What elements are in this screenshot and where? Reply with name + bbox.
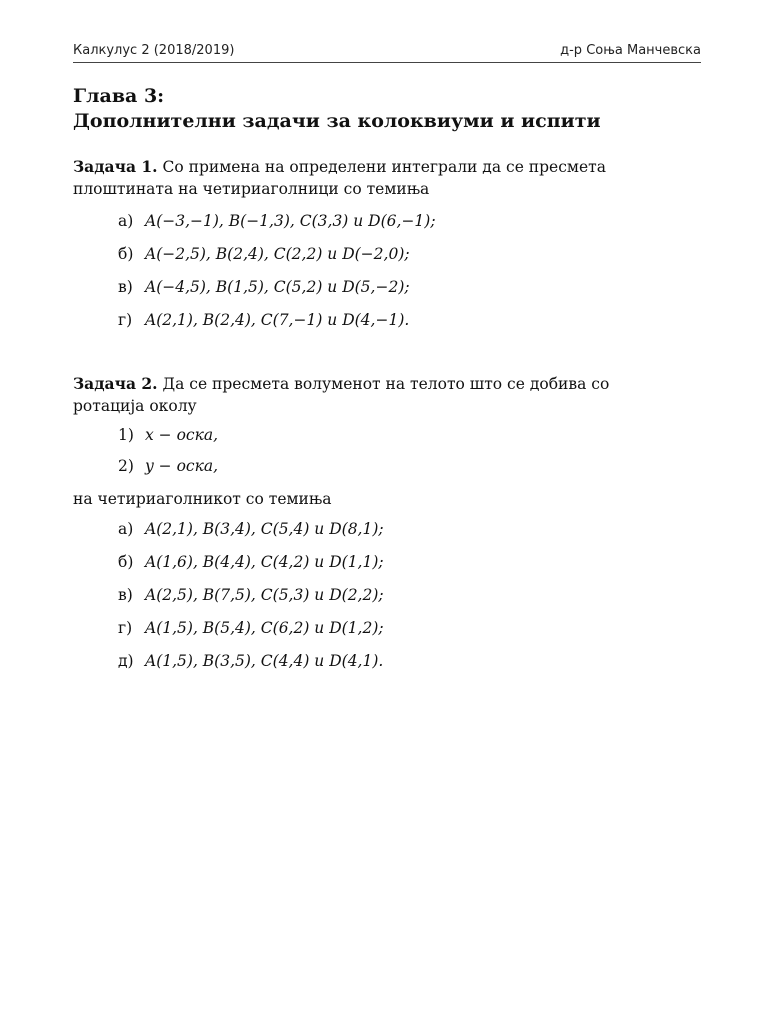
task2-item-c [118,584,678,606]
item-label: г) [118,311,133,329]
task2-item-d [118,617,678,639]
item-label: в) [118,586,133,604]
item-text: A(−3,−1), B(−1,3), C(3,3) и D(6,−1); [145,212,436,230]
item-text: y − оска, [145,457,219,475]
task2-axis-2 [118,455,678,477]
task1-item-b [118,243,678,265]
task1-item-a [118,210,678,232]
item-text: A(1,6), B(4,4), C(4,2) и D(1,1); [145,553,384,571]
task2-line2: ротација околу [73,397,197,415]
item-text: A(2,1), B(2,4), C(7,−1) и D(4,−1). [145,311,410,329]
item-label: в) [118,278,133,296]
item-label: б) [118,245,134,263]
task2-text: Да се пресмета волуменот на телото што се добива со [162,375,610,393]
item-label: д) [118,652,134,670]
header-divider [73,62,701,63]
task1-item-d [118,309,678,331]
item-text: A(1,5), B(5,4), C(6,2) и D(1,2); [145,619,384,637]
task2-intro: на четириаголникот со темиња [73,490,332,508]
task1-text: Со примена на определени интеграли да се пресмета [162,158,606,176]
task1-line2: плоштината на четириаголници со темиња [73,180,430,198]
item-label: а) [118,212,134,230]
item-label: 1) [118,426,134,444]
task2-line1 [73,373,695,395]
item-text: A(−4,5), B(1,5), C(5,2) и D(5,−2); [145,278,410,296]
item-label: б) [118,553,134,571]
task2-label: Задача 2. [73,374,158,393]
header-author: д-р Соња Манчевска [560,43,701,58]
chapter-subtitle: Дополнителни задачи за колоквиуми и испити [73,110,601,132]
item-label: г) [118,619,133,637]
item-text: A(1,5), B(3,5), C(4,4) и D(4,1). [145,652,384,670]
task2-item-a [118,518,678,540]
item-text: A(2,5), B(7,5), C(5,3) и D(2,2); [145,586,384,604]
item-text: x − оска, [145,426,219,444]
item-label: а) [118,520,134,538]
item-label: 2) [118,457,134,475]
page-header [73,43,701,58]
item-text: A(−2,5), B(2,4), C(2,2) и D(−2,0); [145,245,410,263]
task2-item-b [118,551,678,573]
task1-item-c [118,276,678,298]
header-course: Калкулус 2 (2018/2019) [73,43,235,58]
task1-label: Задача 1. [73,157,158,176]
task2-item-e [118,650,678,672]
task1-line1 [73,156,695,178]
task2-axis-1 [118,424,678,446]
item-text: A(2,1), B(3,4), C(5,4) и D(8,1); [145,520,384,538]
chapter-title: Глава 3: [73,85,165,107]
